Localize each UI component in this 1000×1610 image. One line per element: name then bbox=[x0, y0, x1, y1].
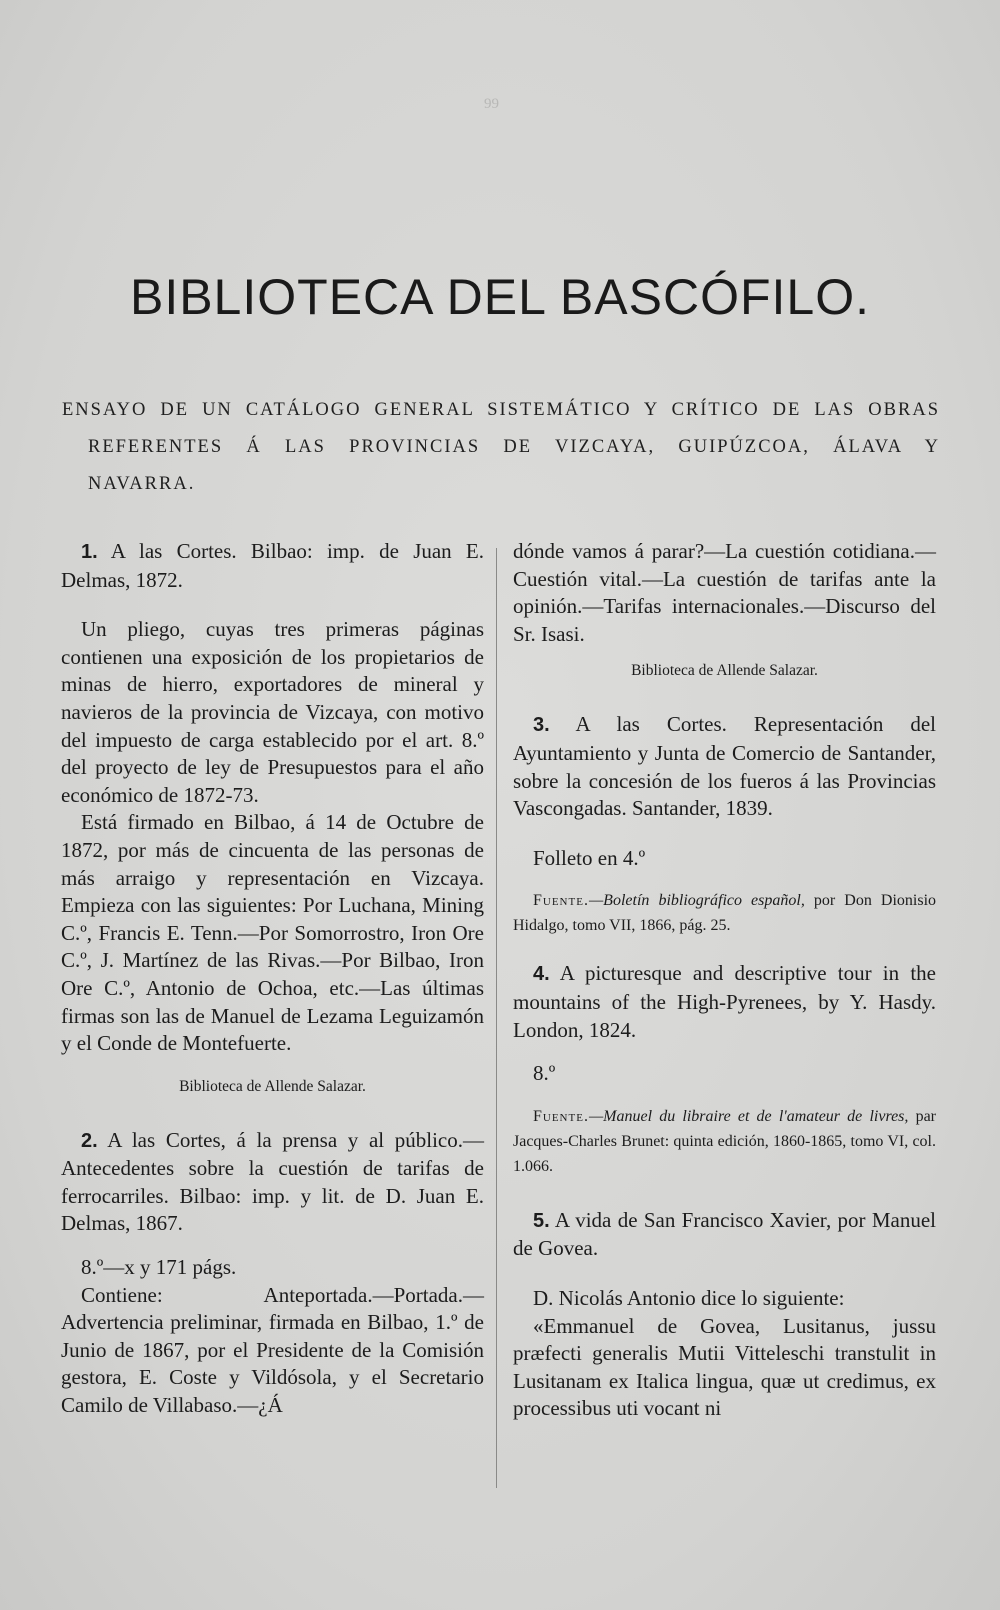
page-number: 99 bbox=[484, 96, 499, 112]
entry-1-title: A las Cortes. Bilbao: imp. de Juan E. Delmas, 1872. bbox=[61, 539, 485, 592]
entry-4-heading bbox=[513, 960, 936, 1044]
entry-1-location: Biblioteca de Allende Salazar. bbox=[179, 1077, 366, 1095]
entry-3-title: A las Cortes. Representación del Ayuntamiento y Junta de Comercio de Santander, sobre la concesión de los fueros á las Provincias Vascongadas. Santander, 1839. bbox=[513, 712, 937, 821]
entry-5-number: 5. bbox=[533, 1209, 550, 1232]
entry-4-source-rest: par Jacques-Charles Brunet: quinta edición, 1860-1865, tomo VI, col. 1.066. bbox=[513, 1107, 936, 1175]
entry-4-source bbox=[513, 1104, 936, 1179]
entry-2-continuation: dónde vamos á parar?—La cuestión cotidiana.—Cuestión vital.—La cuestión de tarifas ante la opinión.—Tarifas internacionales.—Discurso del Sr. Isasi. bbox=[513, 539, 936, 646]
column-divider bbox=[496, 548, 497, 1488]
subtitle-line-2: REFERENTES Á LAS PROVINCIAS DE VIZCAYA, GUIPÚZCOA, ÁLAVA Y bbox=[88, 437, 940, 457]
entry-3-heading bbox=[513, 711, 936, 822]
right-column bbox=[513, 538, 936, 1423]
entry-4-format: 8.º bbox=[533, 1061, 556, 1086]
entry-2-title: A las Cortes, á la prensa y al público.—Antecedentes sobre la cuestión de tarifas de ferrocarriles. Bilbao: imp. y lit. de D. Juan E. Delmas, 1867. bbox=[61, 1127, 485, 1236]
entry-3-number: 3. bbox=[533, 714, 550, 737]
entry-1-number: 1. bbox=[81, 541, 98, 563]
entry-3-source-rest: por Don Dionisio Hidalgo, tomo VII, 1866, pág. 25. bbox=[513, 892, 937, 935]
entry-5-title: A vida de San Francisco Xavier, por Manuel de Govea. bbox=[513, 1207, 937, 1261]
entry-3-source-title: —Boletín bibliográfico español, bbox=[588, 892, 805, 910]
entry-1-description: Un pliego, cuyas tres primeras páginas contienen una exposición de los propietarios de minas de hierro, exportadores de mineral y navieros de la provincia de Vizcaya, con motivo del impuesto de carga establecido por el art. 8.º del proyecto de ley de Presupuestos para el año económico de 1872-73. bbox=[61, 617, 484, 807]
entry-3-format: Folleto en 4.º bbox=[533, 845, 646, 870]
subtitle-line-3: NAVARRA. bbox=[88, 474, 196, 494]
entry-4-number: 4. bbox=[533, 963, 550, 986]
entry-4-source-title: —Manuel du libraire et de l'amateur de livres, bbox=[588, 1107, 909, 1125]
entry-3-source bbox=[513, 888, 936, 938]
entry-2-location: Biblioteca de Allende Salazar. bbox=[631, 662, 818, 680]
entry-1-signatures: Está firmado en Bilbao, á 14 de Octubre de 1872, por más de cincuenta de las personas de más arraigo y representación en Vizcaya. Empieza con las siguientes: Por Luchana, Mining C.º, Francis E. Tenn.—Por Somorrostro, Iron Ore C.º, J. Martínez de las Rivas.—Por Bilbao, Iron Ore C.º, Antonio de Ochoa, etc.—Las últimas firmas son las de Manuel de Lezama Leguizamón y el Conde de Montefuerte. bbox=[61, 810, 484, 1056]
entry-2-format: 8.º—x y 171 págs. bbox=[81, 1255, 237, 1280]
entry-3-source-label: Fuente. bbox=[533, 892, 589, 910]
entry-1-heading bbox=[61, 538, 484, 594]
entry-5-quote: «Emmanuel de Govea, Lusitanus, jussu præfecti generalis Mutii Vitteleschi transtulit in Lusitanam ex Italica lingua, quæ ut credimus, ex processibus uti vocant ni bbox=[513, 1313, 936, 1421]
entry-2-number: 2. bbox=[81, 1129, 98, 1152]
entry-5-intro: D. Nicolás Antonio dice lo siguiente: bbox=[533, 1285, 845, 1310]
page-title: BIBLIOTECA DEL BASCÓFILO. bbox=[129, 269, 871, 325]
entry-5-heading bbox=[513, 1207, 936, 1263]
subtitle bbox=[62, 392, 940, 503]
subtitle-line-1: ENSAYO DE UN CATÁLOGO GENERAL SISTEMÁTICO Y CRÍTICO DE LAS OBRAS bbox=[62, 400, 940, 420]
left-column bbox=[61, 538, 484, 1420]
entry-4-source-label: Fuente. bbox=[533, 1107, 589, 1125]
entry-2-contents: Contiene: Anteportada.—Portada.—Advertencia preliminar, firmada en Bilbao, 1.º de Junio de 1867, por el Presidente de la Comisión gestora, E. Coste y Vildósola, y el Secretario Camilo de Villabaso.—¿Á bbox=[61, 1282, 484, 1418]
entry-4-title: A picturesque and descriptive tour in the mountains of the High-Pyrenees, by Y. Hasdy. London, 1824. bbox=[513, 961, 936, 1042]
entry-2-heading bbox=[61, 1127, 484, 1238]
